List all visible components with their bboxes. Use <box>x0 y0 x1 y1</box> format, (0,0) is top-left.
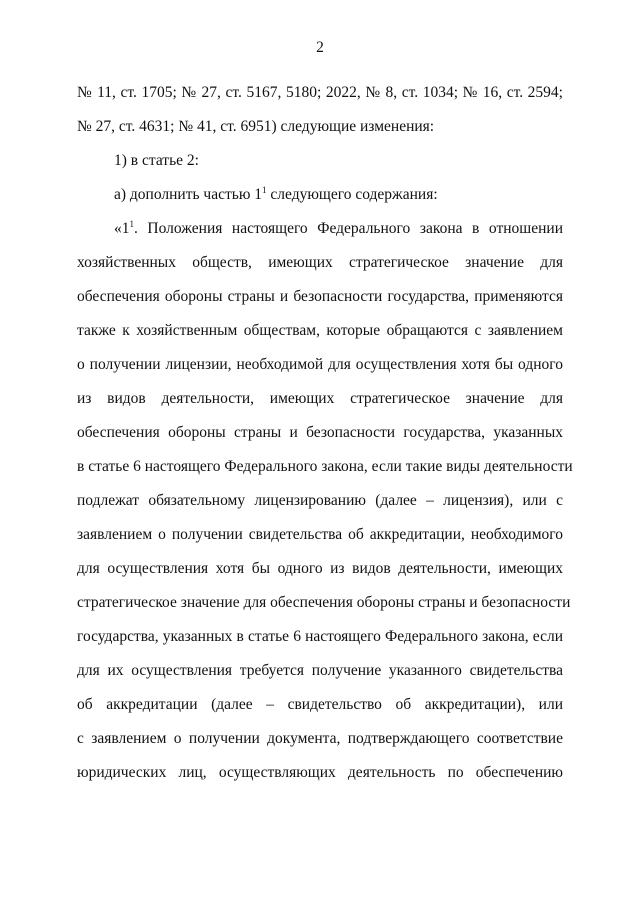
text-line-2: № 27, ст. 4631; № 41, ст. 6951) следующие изменения: <box>77 118 435 135</box>
page-number: 2 <box>316 39 324 56</box>
superscript: 1 <box>129 219 134 229</box>
text-line-17: с заявлением о получении документа, подтверждающего соответствие <box>77 730 563 747</box>
text-line-16: об аккредитации (далее – свидетельство об аккредитации), или <box>77 696 563 713</box>
text-line-7: из видов деятельности, имеющих стратегическое значение для <box>77 390 563 407</box>
text-line-1: № 11, ст. 1705; № 27, ст. 5167, 5180; 2022, № 8, ст. 1034; № 16, ст. 2594; <box>77 84 563 101</box>
list-item-a <box>114 184 563 206</box>
quoted-paragraph-start <box>114 218 563 240</box>
superscript: 1 <box>262 185 267 195</box>
quote-open: «1 <box>114 220 130 237</box>
text-line-9: в статье 6 настоящего Федерального закона, если такие виды деятельности <box>77 458 573 475</box>
list-item-a-text: а) дополнить частью 1 <box>114 186 263 203</box>
text-line-10: подлежат обязательному лицензированию (далее – лицензия), или с <box>77 492 563 509</box>
text-line-3: хозяйственных обществ, имеющих стратегическое значение для <box>77 254 563 271</box>
list-item-a-tail: следующего содержания: <box>266 186 438 203</box>
text-line-12: для осуществления хотя бы одного из видов деятельности, имеющих <box>77 560 563 577</box>
text-line-4: обеспечения обороны страны и безопасности государства, применяются <box>77 288 563 305</box>
text-line-5: также к хозяйственным обществам, которые обращаются с заявлением <box>77 322 563 339</box>
list-item-1: 1) в статье 2: <box>114 152 199 169</box>
text-line-6: о получении лицензии, необходимой для осуществления хотя бы одного <box>77 356 563 373</box>
text-line-15: для их осуществления требуется получение указанного свидетельства <box>77 662 563 679</box>
text-line-18: юридических лиц, осуществляющих деятельность по обеспечению <box>77 764 563 781</box>
quoted-paragraph-text: . Положения настоящего Федерального закона в отношении <box>134 220 563 237</box>
text-line-14: государства, указанных в статье 6 настоящего Федерального закона, если <box>77 628 563 645</box>
text-line-11: заявлением о получении свидетельства об аккредитации, необходимого <box>77 526 563 543</box>
text-line-8: обеспечения обороны страны и безопасности государства, указанных <box>77 424 563 441</box>
text-line-13: стратегическое значение для обеспечения обороны страны и безопасности <box>77 594 571 611</box>
